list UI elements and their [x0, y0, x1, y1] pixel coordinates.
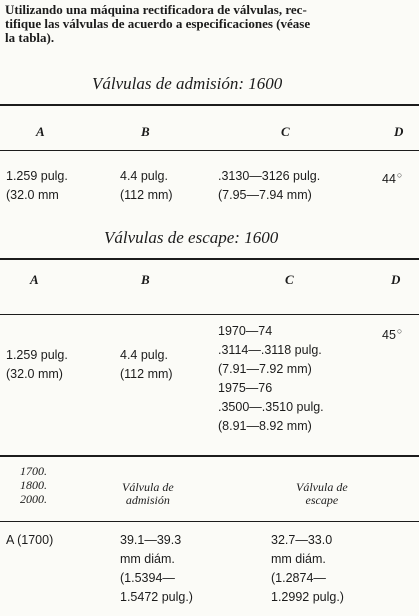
intake-header-d: D — [394, 124, 404, 139]
exhaust-header-rule — [0, 314, 419, 315]
col-exhaust-header: Válvula de escape — [296, 480, 348, 507]
intro-line-1: Utilizando una máquina rectificadora de válvulas, rec- — [5, 2, 307, 17]
exhaust-b-value: 4.4 pulg. (112 mm) — [120, 348, 173, 381]
exhaust-header-d: D — [391, 272, 401, 287]
intake-size-value: 39.1—39.3 mm diám. (1.5394— 1.5472 pulg.) — [120, 533, 193, 604]
sizes-header-rule — [0, 521, 419, 522]
exhaust-top-rule — [0, 258, 419, 260]
intake-header-c: C — [281, 124, 290, 139]
exhaust-d-value: 45○ — [382, 326, 403, 343]
exhaust-bottom-rule — [0, 455, 419, 457]
intake-c-value: .3130—3126 pulg. (7.95—7.94 mm) — [218, 169, 321, 202]
exhaust-header-b: B — [141, 272, 150, 287]
intake-top-rule — [0, 104, 419, 106]
intake-header-b: B — [141, 124, 150, 139]
exhaust-table-title: Válvulas de escape: 1600 — [104, 228, 279, 247]
exhaust-header-a: A — [30, 272, 39, 287]
exhaust-header-c: C — [285, 272, 294, 287]
exhaust-size-value: 32.7—33.0 mm diám. (1.2874— 1.2992 pulg.) — [271, 533, 344, 604]
intake-header-a: A — [36, 124, 45, 139]
intake-header-rule — [0, 150, 419, 151]
col-intake-header: Válvula de admisión — [122, 480, 174, 507]
exhaust-c-value: 1970—74 .3114—.3118 pulg. (7.91—7.92 mm) 1975—76 .3500—.3510 pulg. (8.91—8.92 mm) — [218, 324, 324, 433]
intake-a-value: 1.259 pulg. (32.0 mm — [6, 169, 68, 202]
intro-line-2: tifique las válvulas de acuerdo a especificaciones (véase — [5, 16, 311, 31]
row-label: A (1700) — [6, 533, 54, 547]
intake-b-value: 4.4 pulg. (112 mm) — [120, 169, 173, 202]
degree-icon: ○ — [396, 326, 403, 336]
intake-d-value: 44○ — [382, 170, 403, 187]
intake-table-title: Válvulas de admisión: 1600 — [92, 74, 283, 93]
degree-icon: ○ — [396, 170, 403, 180]
exhaust-a-value: 1.259 pulg. (32.0 mm) — [6, 348, 68, 381]
intro-line-3: la tabla). — [5, 30, 55, 45]
years-label: 1700. 1800. 2000. — [20, 464, 47, 506]
